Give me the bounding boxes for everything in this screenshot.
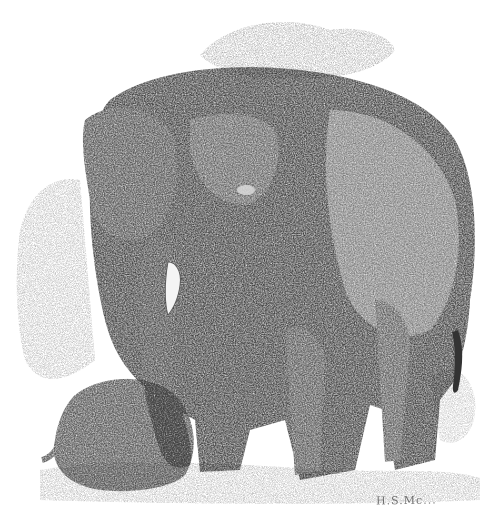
- elephant-eye: [237, 185, 255, 195]
- elephant-calf: [42, 379, 194, 491]
- artist-signature: H.S.Mc...: [375, 493, 437, 508]
